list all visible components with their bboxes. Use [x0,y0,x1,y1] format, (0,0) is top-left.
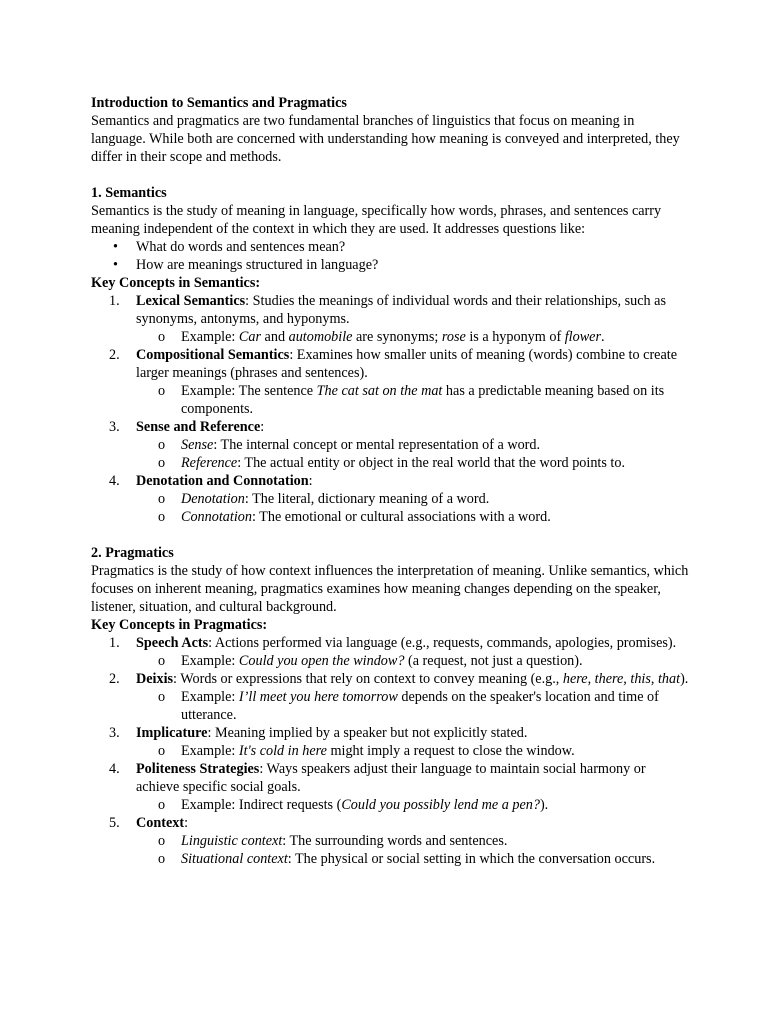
pragmatics-concepts [91,634,691,868]
example-item: o Example: Indirect requests (Could you possibly lend me a pen?). [91,796,691,814]
concept-sense-reference: 3. Sense and Reference: o Sense: The internal concept or mental representation of a word. o Reference: The actual entity or object in the real world that the word points to. [91,418,691,472]
list-number: 4. [109,761,120,777]
semantics-intro: Semantics is the study of meaning in language, specifically how words, phrases, and sentences carry meaning independent of the context in which they are used. It addresses questions like: [91,203,662,237]
concept-term: Sense and Reference [136,419,261,435]
concept-term: Speech Acts [136,635,209,651]
list-number: 3. [109,725,120,741]
concept-desc: : Examines how smaller units of meaning (words) combine to create larger meanings (phrases and sentences). [136,347,677,381]
concept-deixis: 2. Deixis: Words or expressions that rely on context to convey meaning (e.g., here, there, this, that). o Example: I’ll meet you here tomorrow depends on the speaker's location and time of utterance. [91,670,691,724]
concept-lexical-semantics [91,292,691,346]
sub-item: o Linguistic context: The surrounding words and sentences. [91,832,691,850]
example-item: o Example: It's cold in here might imply a request to close the window. [91,742,691,760]
list-number: 3. [109,419,120,435]
concept-term: Context [136,815,185,831]
concept-term: Compositional Semantics [136,347,290,363]
semantics-key-heading: Key Concepts in Semantics: [91,275,261,291]
concept-speech-acts: 1. Speech Acts: Actions performed via language (e.g., requests, commands, apologies, promises). o Example: Could you open the window? (a request, not just a question). [91,634,691,670]
list-number: 1. [109,635,120,651]
concept-term: Lexical Semantics [136,293,246,309]
sub-item: o Reference: The actual entity or object in the real world that the word points to. [91,454,691,472]
concept-politeness-strategies: 4. Politeness Strategies: Ways speakers adjust their language to maintain social harmony or achieve specific social goals. o Example: Indirect requests (Could you possibly lend me a pen?). [91,760,691,814]
example-item: o Example: The sentence The cat sat on the mat has a predictable meaning based on its components. [91,382,691,418]
list-number: 5. [109,815,120,831]
concept-context: 5. Context: o Linguistic context: The surrounding words and sentences. o Situational context: The physical or social setting in which the conversation occurs. [91,814,691,868]
list-number: 4. [109,473,120,489]
example-item: o Example: Car and automobile are synonyms; rose is a hyponym of flower. [91,328,691,346]
concept-implicature: 3. Implicature: Meaning implied by a speaker but not explicitly stated. o Example: It's cold in here might imply a request to close the window. [91,724,691,760]
pragmatics-intro: Pragmatics is the study of how context influences the interpretation of meaning. Unlike semantics, which focuses on inherent meaning, pragmatics examines how meaning changes depending on the speaker, listener, situation, and cultural background. [91,563,689,615]
sub-item: o Situational context: The physical or social setting in which the conversation occurs. [91,850,691,868]
concept-term: Politeness Strategies [136,761,260,777]
semantics-concepts [91,292,691,526]
concept-denotation-connotation: 4. Denotation and Connotation: o Denotation: The literal, dictionary meaning of a word. o Connotation: The emotional or cultural associations with a word. [91,472,691,526]
document-title: Introduction to Semantics and Pragmatics [91,95,347,111]
intro-paragraph: Semantics and pragmatics are two fundamental branches of linguistics that focus on meaning in language. While both are concerned with understanding how meaning is conveyed and interpreted, they differ in their scope and methods. [91,113,680,165]
sub-item: o Sense: The internal concept or mental representation of a word. [91,436,691,454]
concept-compositional-semantics [91,346,691,418]
concept-desc: : Studies the meanings of individual words and their relationships, such as synonyms, antonyms, and hyponyms. [136,293,666,327]
list-item: • How are meanings structured in language? [91,256,691,274]
pragmatics-heading: 2. Pragmatics [91,545,174,561]
concept-term: Implicature [136,725,208,741]
example-item: o Example: I’ll meet you here tomorrow depends on the speaker's location and time of utterance. [91,688,691,724]
example-item: o Example: Could you open the window? (a request, not just a question). [91,652,691,670]
concept-term: Deixis [136,671,174,687]
list-number: 2. [109,671,120,687]
concept-term: Denotation and Connotation [136,473,309,489]
sub-item: o Connotation: The emotional or cultural associations with a word. [91,508,691,526]
list-number: 2. [109,347,120,363]
document-body [91,94,691,868]
pragmatics-key-heading: Key Concepts in Pragmatics: [91,617,268,633]
list-number: 1. [109,293,120,309]
list-item: • What do words and sentences mean? [91,238,691,256]
sub-item: o Denotation: The literal, dictionary meaning of a word. [91,490,691,508]
semantics-questions [91,238,691,274]
semantics-heading: 1. Semantics [91,185,167,201]
